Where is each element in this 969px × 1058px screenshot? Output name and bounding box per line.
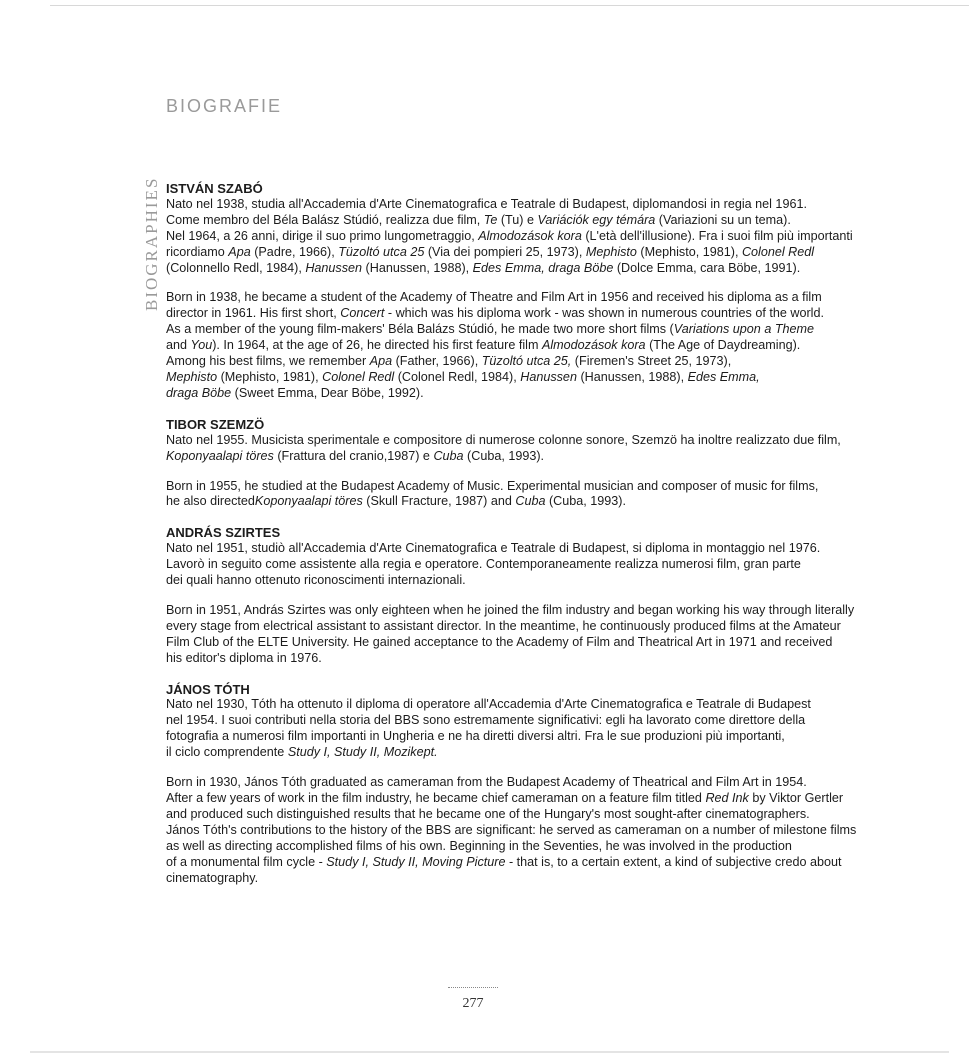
italic-title: Mephisto [585, 244, 637, 259]
text-run: Nel 1964, a 26 anni, dirige il suo primo lungometraggio, [166, 228, 479, 243]
text-line [166, 619, 871, 635]
text-run: (Tu) e [497, 212, 538, 227]
text-line [166, 354, 871, 370]
text-run: (Padre, 1966), [250, 244, 339, 259]
person-name: TIBOR SZEMZÖ [166, 416, 265, 432]
text-run: ). In 1964, at the age of 26, he directed his first feature film [212, 338, 542, 353]
text-line [166, 791, 871, 807]
text-run: Film Club of the ELTE University. He gained acceptance to the Academy of Film and Theatrical Art in 1971 and received [166, 634, 833, 649]
text-run: (Colonel Redl, 1984), [394, 369, 521, 384]
italic-title: Concert [340, 306, 385, 321]
text-run: (Colonnello Redl, 1984), [166, 260, 306, 275]
text-run: Nato nel 1955. Musicista sperimentale e compositore di numerose colonne sonore, Szemzö ha inoltre realizzato due film, [166, 432, 841, 447]
text-line [166, 775, 871, 791]
text-run: Born in 1938, he became a student of the Academy of Theatre and Film Art in 1956 and received his diploma as a film [166, 290, 822, 305]
english-paragraph [166, 290, 871, 401]
text-line [166, 573, 871, 589]
italic-title: Study I, Study II, Mozikept. [287, 745, 438, 760]
text-run: his editor's diploma in 1976. [166, 650, 322, 665]
text-line [166, 229, 871, 245]
italian-paragraph [166, 197, 871, 277]
italic-title: Almodozások kora [541, 338, 646, 353]
italic-title: draga Böbe [166, 385, 232, 400]
italic-title: Apa [369, 354, 393, 369]
text-line [166, 494, 871, 510]
text-run: (L'età dell'illusione). Fra i suoi film più importanti [581, 228, 853, 243]
text-run: Among his best films, we remember [166, 354, 370, 369]
text-line [166, 603, 871, 619]
text-run: (Father, 1966), [392, 354, 482, 369]
text-run: he also directed [166, 494, 255, 509]
text-line [166, 290, 871, 306]
text-run: il ciclo comprendente [166, 745, 288, 760]
text-run: Nato nel 1951, studiò all'Accademia d'Arte Cinematografica e Teatrale di Budapest, si diploma in montaggio nel 1976. [166, 541, 821, 556]
text-run: director in 1961. His first short, [166, 306, 341, 321]
text-run: - which was his diploma work - was shown in numerous countries of the world. [384, 306, 824, 321]
text-run: (The Age of Daydreaming). [645, 338, 801, 353]
bottom-rule [30, 1051, 949, 1053]
person-name: JÁNOS TÓTH [166, 681, 250, 697]
text-run: every stage from electrical assistant to assistant director. In the meantime, he continuously produced films at the Amateur [166, 618, 841, 633]
italic-title: Colonel Redl [322, 369, 395, 384]
text-run: (Firemen's Street 25, 1973), [571, 354, 732, 369]
text-run: - that is, to a certain extent, a kind of subjective credo about [505, 854, 842, 869]
biography-entry [166, 682, 871, 887]
person-name: ANDRÁS SZIRTES [166, 525, 281, 541]
text-line [166, 839, 871, 855]
italian-paragraph [166, 433, 871, 465]
text-run: Come membro del Béla Balász Stúdió, realizza due film, [166, 212, 484, 227]
text-run: (Via dei pompieri 25, 1973), [424, 244, 586, 259]
italic-title: Koponyaalapi töres [166, 448, 274, 463]
text-run: ricordiamo [166, 244, 229, 259]
text-run: (Hanussen, 1988), [576, 369, 688, 384]
text-run: Born in 1955, he studied at the Budapest Academy of Music. Experimental musician and composer of music for films, [166, 478, 819, 493]
biography-entry [166, 181, 871, 402]
text-line [166, 651, 871, 667]
text-run: (Variazioni su un tema). [655, 212, 791, 227]
italic-title: Colonel Redl [741, 244, 815, 259]
text-run: and produced such distinguished results that he became one of the Hungary's most sought-after cinematographers. [166, 806, 810, 821]
italic-title: Study I, Study II, Moving Picture [326, 854, 506, 869]
text-run: (Mephisto, 1981), [636, 244, 742, 259]
italian-paragraph [166, 697, 871, 761]
text-line [166, 338, 871, 354]
italic-title: Te [483, 212, 498, 227]
text-line [166, 713, 871, 729]
text-run: fotografia a numerosi film importanti in Ungheria e ne ha diretti diversi altri. Fra le sue produzioni più importanti, [166, 729, 785, 744]
italic-title: Edes Emma, draga Böbe [472, 260, 614, 275]
text-line [166, 370, 871, 386]
text-run: (Cuba, 1993). [545, 494, 626, 509]
italic-title: You [190, 338, 213, 353]
italian-paragraph [166, 541, 871, 589]
text-line [166, 807, 871, 823]
italic-title: Red Ink [705, 791, 749, 805]
text-run: and [166, 338, 191, 353]
text-line [166, 449, 871, 465]
biography-entry [166, 417, 871, 511]
text-line [166, 197, 871, 213]
text-run: dei quali hanno ottenuto riconoscimenti internazionali. [166, 573, 466, 588]
text-line [166, 855, 871, 871]
text-run: Lavorò in seguito come assistente alla regia e operatore. Contemporaneamente realizza numerosi film, gran parte [166, 557, 801, 572]
italic-title: Tüzoltó utca 25, [481, 354, 572, 369]
side-label: BIOGRAPHIES [142, 176, 161, 311]
person-name: ISTVÁN SZABÓ [166, 181, 263, 196]
biography-entry [166, 525, 871, 666]
text-run: (Dolce Emma, cara Böbe, 1991). [613, 260, 801, 275]
text-run: János Tóth's contributions to the history of the BBS are significant: he served as cameraman on a number of milestone films [166, 822, 857, 837]
text-line [166, 261, 871, 277]
page-number-dots [448, 987, 498, 988]
italic-title: Tüzoltó utca 25 [338, 244, 425, 259]
text-line [166, 823, 871, 839]
italic-title: Variációk egy témára [537, 212, 656, 227]
italic-title: Cuba [433, 448, 464, 463]
italic-title: Mephisto [166, 369, 218, 384]
biographies-content [166, 181, 871, 901]
italic-title: Cuba [515, 494, 546, 509]
text-run: (Hanussen, 1988), [362, 260, 473, 275]
text-run: As a member of the young film-makers' Béla Balázs Stúdió, he made two more short films ( [166, 322, 674, 337]
text-line [166, 479, 871, 495]
text-run: (Skull Fracture, 1987) and [362, 494, 516, 509]
text-run: Born in 1951, András Szirtes was only eighteen when he joined the film industry and began working his way through literally [166, 602, 855, 617]
text-line [166, 871, 871, 887]
english-paragraph [166, 775, 871, 886]
text-line [166, 386, 871, 402]
text-run: of a monumental film cycle - [166, 854, 327, 869]
text-run: as well as directing accomplished films of his own. Beginning in the Seventies, he was involved in the production [166, 838, 792, 853]
english-paragraph [166, 479, 871, 511]
text-line [166, 213, 871, 229]
italic-title: Hanussen [305, 260, 363, 275]
italic-title: Apa [228, 244, 251, 259]
italic-title: Koponyaalapi töres [254, 494, 363, 509]
text-run: cinematography. [166, 870, 259, 885]
text-run: (Sweet Emma, Dear Böbe, 1992). [231, 385, 424, 400]
text-line [166, 433, 871, 449]
text-run: (Mephisto, 1981), [217, 369, 323, 384]
page-title: BIOGRAFIE [166, 96, 283, 117]
text-line [166, 557, 871, 573]
italic-title: Variations upon a Theme [673, 322, 815, 337]
text-run: Born in 1930, János Tóth graduated as cameraman from the Budapest Academy of Theatrical and Film Art in 1954. [166, 775, 807, 790]
text-run: After a few years of work in the film industry, he became chief cameraman on a feature film titled [166, 791, 706, 805]
text-line [166, 745, 871, 761]
text-line [166, 635, 871, 651]
text-run: by Viktor Gertler [748, 791, 844, 805]
text-line [166, 245, 871, 261]
text-line [166, 729, 871, 745]
text-run: nel 1954. I suoi contributi nella storia del BBS sono estremamente significativi: egli ha lavorato come direttore della [166, 713, 806, 728]
text-run: (Frattura del cranio,1987) e [273, 448, 434, 463]
top-rule [50, 5, 969, 6]
english-paragraph [166, 603, 871, 667]
text-run: Nato nel 1930, Tóth ha ottenuto il diploma di operatore all'Accademia d'Arte Cinematografica e Teatrale di Budapest [166, 697, 811, 712]
italic-title: Edes Emma, [687, 369, 760, 384]
italic-title: Almodozások kora [478, 228, 582, 243]
page-number: 277 [462, 996, 484, 1011]
text-run: (Cuba, 1993). [463, 448, 545, 463]
text-line [166, 697, 871, 713]
text-run: Nato nel 1938, studia all'Accademia d'Arte Cinematografica e Teatrale di Budapest, diplomandosi in regia nel 1961. [166, 196, 807, 211]
text-line [166, 322, 871, 338]
text-line [166, 541, 871, 557]
italic-title: Hanussen [520, 369, 577, 384]
text-line [166, 306, 871, 322]
